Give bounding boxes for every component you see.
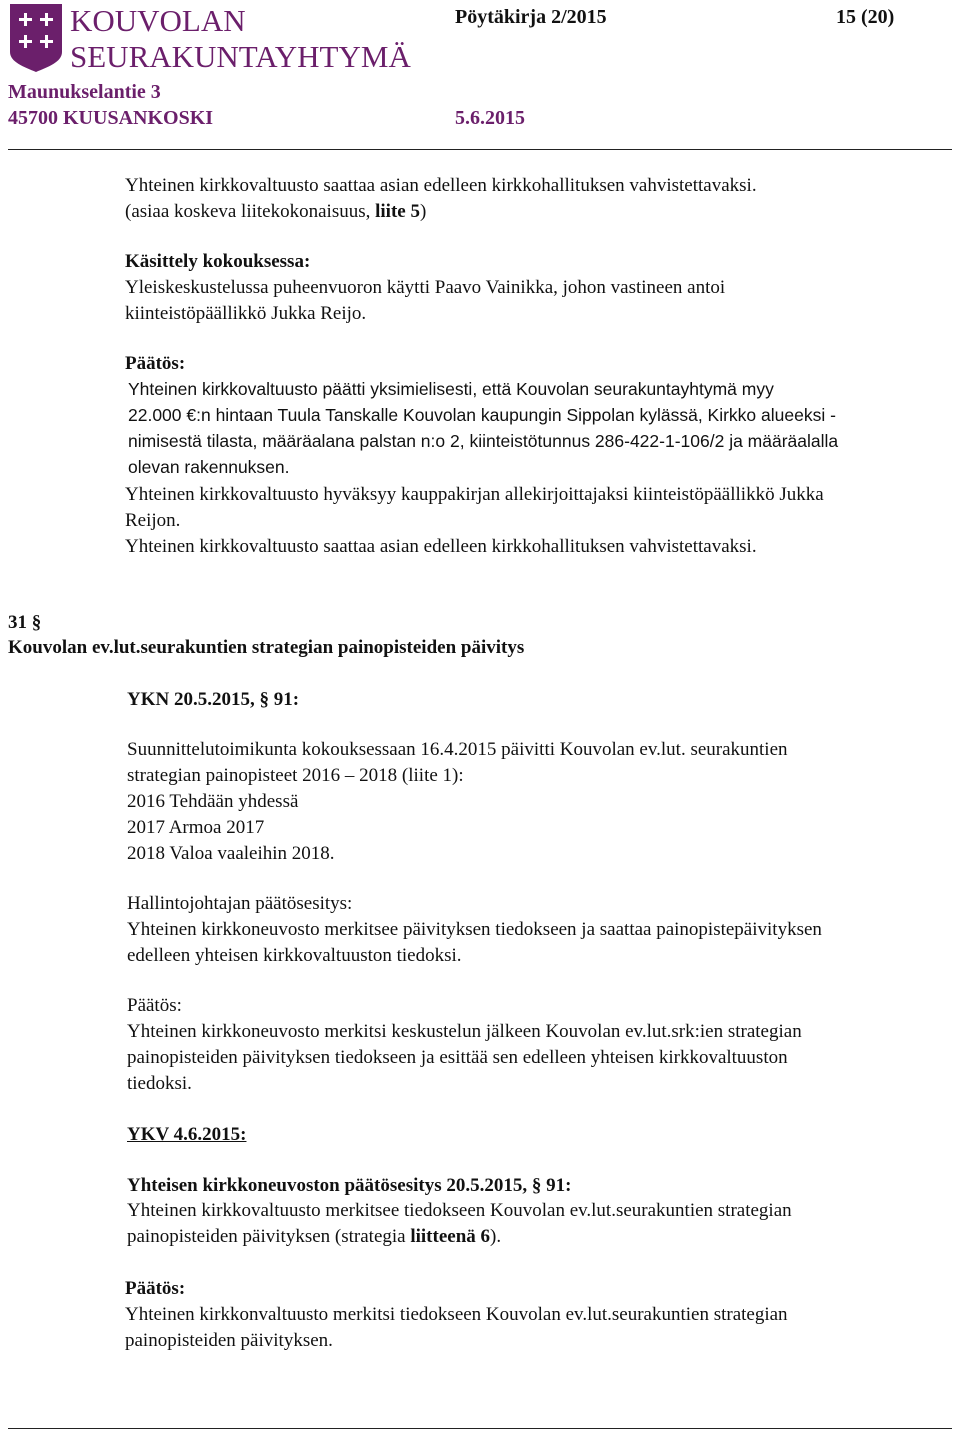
text-line: Reijon. — [125, 510, 181, 531]
church-cross-logo-icon — [8, 4, 64, 72]
text-line: Yleiskeskustelussa puheenvuoron käytti Paavo Vainikka, johon vastineen antoi — [125, 277, 726, 298]
page-number: 15 (20) — [836, 6, 895, 28]
meeting-date: 5.6.2015 — [455, 107, 525, 129]
text-line: Yhteinen kirkkoneuvosto merkitsi keskustelun jälkeen Kouvolan ev.lut.srk:ien strategian — [127, 1021, 802, 1042]
list-item: 2018 Valoa vaaleihin 2018. — [127, 843, 335, 864]
footer-divider — [8, 1428, 952, 1429]
ykv-heading: YKV 4.6.2015: — [127, 1124, 247, 1145]
text-line: painopisteiden päivityksen tiedokseen ja esittää sen edelleen yhteisen kirkkovaltuuston — [127, 1047, 788, 1068]
attachment-note: (asiaa koskeva liitekokonaisuus, liite 5) — [125, 201, 427, 222]
section-number: 31 § — [8, 612, 42, 633]
address-street: Maunukselantie 3 — [8, 81, 161, 103]
logo-text-line1: KOUVOLAN — [70, 3, 246, 38]
text-line: kiinteistöpäällikkö Jukka Reijo. — [125, 303, 367, 324]
attachment-note: painopisteiden päivityksen (strategia liitteenä 6). — [127, 1226, 502, 1247]
list-item: 2016 Tehdään yhdessä — [127, 791, 299, 812]
doc-type: Pöytäkirja 2/2015 — [455, 6, 607, 28]
text-line: Yhteinen kirkkovaltuusto saattaa asian edelleen kirkkohallituksen vahvistettavaksi. — [125, 175, 757, 196]
section-title: Kouvolan ev.lut.seurakuntien strategian painopisteiden päivitys — [8, 637, 525, 658]
final-paatos-heading: Päätös: — [125, 1278, 186, 1299]
esitys-heading: Hallintojohtajan päätösesitys: — [127, 893, 353, 914]
text-line: nimisestä tilasta, määräalana palstan n:o 2, kiinteistötunnus 286-422-1-106/2 ja määräalalla — [128, 431, 839, 451]
paatos-heading: Päätös: — [127, 995, 182, 1016]
ykn-esitys-heading: Yhteisen kirkkoneuvoston päätösesitys 20.5.2015, § 91: — [127, 1175, 572, 1196]
text-line: tiedoksi. — [127, 1073, 192, 1094]
text-line: Yhteinen kirkkovaltuusto päätti yksimielisesti, että Kouvolan seurakuntayhtymä myy — [128, 379, 774, 399]
text-line: Yhteinen kirkkovaltuusto merkitsee tiedokseen Kouvolan ev.lut.seurakuntien strategian — [127, 1200, 792, 1221]
paatos-heading: Päätös: — [125, 353, 186, 374]
text-line: olevan rakennuksen. — [128, 457, 290, 477]
text-line: Yhteinen kirkkovaltuusto saattaa asian edelleen kirkkohallituksen vahvistettavaksi. — [125, 536, 757, 557]
address-city: 45700 KUUSANKOSKI — [8, 107, 214, 129]
text-line: 22.000 €:n hintaan Tuula Tanskalle Kouvolan kaupungin Sippolan kylässä, Kirkko alueeksi - — [128, 405, 836, 425]
text-line: edelleen yhteisen kirkkovaltuuston tiedoksi. — [127, 945, 462, 966]
text-line: Suunnittelutoimikunta kokouksessaan 16.4.2015 päivitti Kouvolan ev.lut. seurakuntien — [127, 739, 788, 760]
text-line: Yhteinen kirkkoneuvosto merkitsee päivityksen tiedokseen ja saattaa painopistepäivityksen — [127, 919, 822, 940]
text-line: painopisteiden päivityksen. — [125, 1330, 333, 1351]
kasittely-heading: Käsittely kokouksessa: — [125, 251, 311, 272]
list-item: 2017 Armoa 2017 — [127, 817, 265, 838]
text-line: strategian painopisteet 2016 – 2018 (liite 1): — [127, 765, 464, 786]
logo-text-line2: SEURAKUNTAYHTYMÄ — [70, 39, 411, 74]
text-line: Yhteinen kirkkonvaltuusto merkitsi tiedokseen Kouvolan ev.lut.seurakuntien strategian — [125, 1304, 788, 1325]
ykn-heading: YKN 20.5.2015, § 91: — [127, 689, 300, 710]
header-divider — [8, 149, 952, 150]
text-line: Yhteinen kirkkovaltuusto hyväksyy kauppakirjan allekirjoittajaksi kiinteistöpäällikkö Jukka — [125, 484, 824, 505]
